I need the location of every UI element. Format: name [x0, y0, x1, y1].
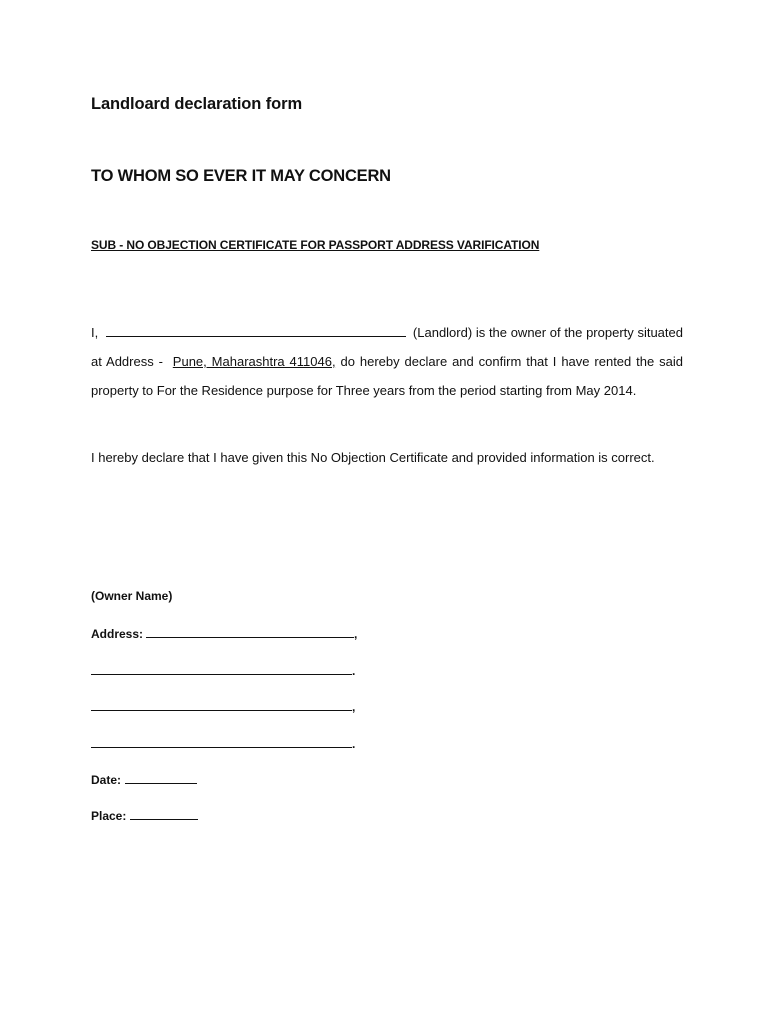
address-blank-1	[146, 625, 354, 638]
address-comma-1: ,	[354, 627, 358, 641]
place-line	[91, 807, 198, 823]
address-label: Address:	[91, 627, 144, 641]
address-period-2: .	[352, 664, 356, 678]
confirmation-paragraph: I hereby declare that I have given this No Objection Certificate and provided information is correct.	[91, 450, 655, 465]
address-line-3	[91, 698, 355, 714]
address-line-1	[91, 625, 357, 641]
document-title: Landloard declaration form	[91, 95, 303, 113]
declaration-paragraph	[91, 318, 683, 405]
salutation-heading: TO WHOM SO EVER IT MAY CONCERN	[91, 167, 391, 185]
owner-name-label: (Owner Name)	[91, 589, 173, 603]
date-label: Date:	[91, 773, 122, 787]
address-line-4	[91, 735, 355, 751]
address-line-2	[91, 662, 355, 678]
place-blank	[130, 807, 198, 820]
address-blank-3	[91, 698, 352, 711]
date-blank	[125, 771, 197, 784]
place-label: Place:	[91, 809, 127, 823]
declaration-after-blank: (Landlord) is the owner of the property situated at Address -	[91, 325, 683, 369]
address-blank-4	[91, 735, 352, 748]
landlord-name-blank	[106, 324, 406, 337]
declaration-prefix: I,	[91, 325, 99, 340]
address-period-4: .	[352, 737, 356, 751]
property-address: Pune, Maharashtra 411046,	[172, 354, 336, 369]
date-line	[91, 771, 197, 787]
subject-line: SUB - NO OBJECTION CERTIFICATE FOR PASSPORT ADDRESS VARIFICATION	[91, 238, 540, 252]
declaration-suffix: do hereby declare and confirm that I have rented the said property to For the Residence purpose for Three years from the period starting from May 2014.	[91, 354, 684, 398]
address-comma-3: ,	[352, 700, 356, 714]
address-blank-2	[91, 662, 352, 675]
